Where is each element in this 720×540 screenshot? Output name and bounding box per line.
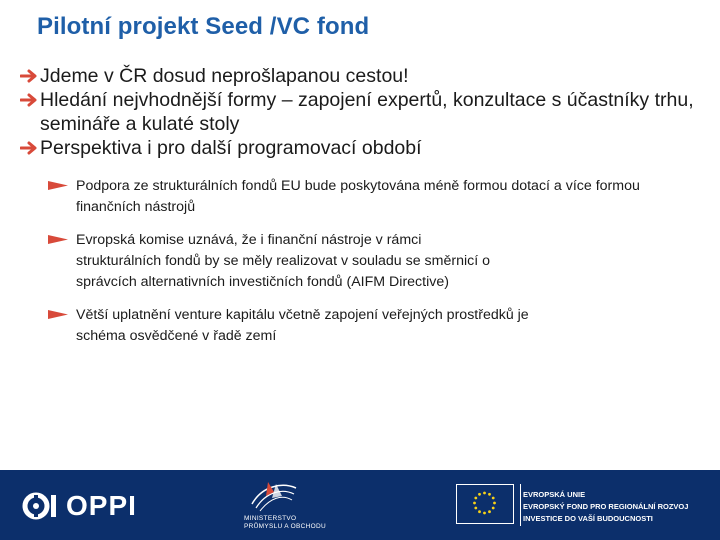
bullet-list xyxy=(20,64,700,359)
slide-title: Pilotní projekt Seed /VC fond xyxy=(37,13,370,40)
eu-logo xyxy=(456,484,716,528)
ministry-text: MINISTERSTVO PRŮMYSLU A OBCHODU xyxy=(244,515,326,530)
bullet-item xyxy=(20,64,700,88)
sub-bullet-list xyxy=(48,176,700,347)
sub-bullet-text: Podpora ze strukturálních fondů EU bude poskytována méně formou dotací a více formou finančních nástrojů xyxy=(76,178,640,215)
eu-divider xyxy=(520,484,521,526)
bullet-text: Jdeme v ČR dosud neprošlapanou cestou! xyxy=(40,65,409,87)
sub-bullet-item xyxy=(48,305,536,347)
bullet-item xyxy=(20,88,700,136)
oppi-emblem-icon xyxy=(22,488,58,524)
bullet-text: Hledání nejvhodnější formy – zapojení expertů, konzultace s účastníky trhu, semináře a kulaté stoly xyxy=(40,89,694,135)
eu-text: EVROPSKÁ UNIE EVROPSKÝ FOND PRO REGIONÁLNÍ ROZVOJ INVESTICE DO VAŠÍ BUDOUCNOSTI xyxy=(523,490,689,523)
triangle-bullet-icon xyxy=(48,309,68,320)
sub-bullet-text: Evropská komise uznává, že i finanční nástroje v rámci strukturálních fondů by se měly realizovat v souladu se směrnicí o správcích alternativních investičních fondů (AIFM Directive) xyxy=(76,232,490,290)
oppi-logo xyxy=(22,488,137,524)
footer-bar xyxy=(0,470,720,540)
oppi-text: OPPI xyxy=(66,490,137,521)
sub-bullet-text: Větší uplatnění venture kapitálu včetně zapojení veřejných prostředků je schéma osvědčené v řadě zemí xyxy=(76,307,529,344)
bullet-text: Perspektiva i pro další programovací období xyxy=(40,137,422,159)
arrow-right-icon xyxy=(20,141,38,155)
sub-bullet-item xyxy=(48,176,676,218)
ministry-logo xyxy=(244,478,354,534)
sub-bullet-item xyxy=(48,230,506,293)
triangle-bullet-icon xyxy=(48,180,68,191)
triangle-bullet-icon xyxy=(48,234,68,245)
bullet-item xyxy=(20,136,700,160)
ministry-emblem-icon xyxy=(248,478,300,514)
eu-flag-icon xyxy=(456,484,514,524)
arrow-right-icon xyxy=(20,69,38,83)
arrow-right-icon xyxy=(20,93,38,107)
